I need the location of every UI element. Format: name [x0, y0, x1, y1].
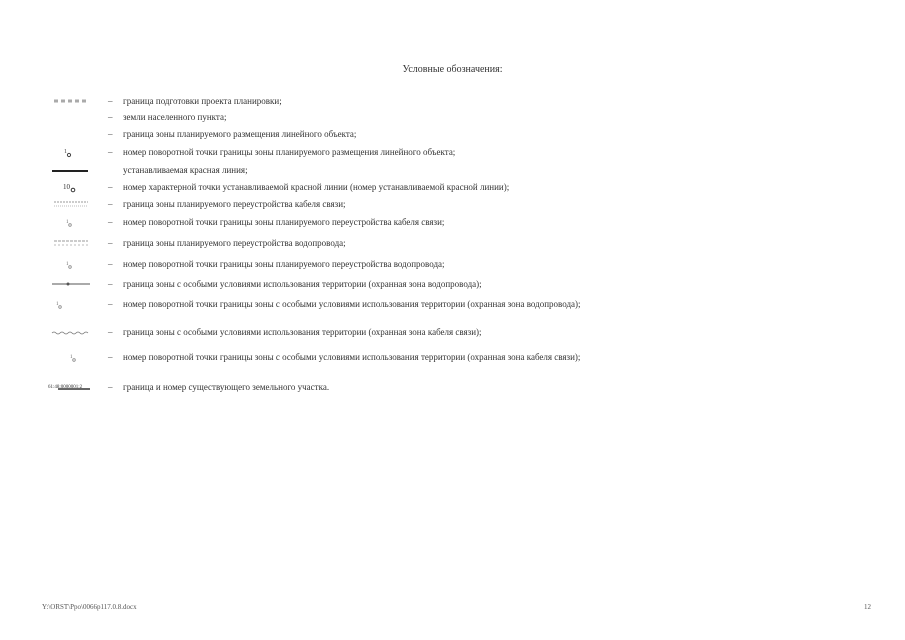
- symbol-label: 1: [70, 355, 73, 360]
- dotted-border-icon: [48, 94, 92, 108]
- blank-icon: [48, 127, 92, 141]
- symbol-label: 10: [63, 183, 70, 191]
- legend-text: граница и номер существующего земельного участка.: [123, 382, 330, 392]
- legend-dash: –: [108, 299, 113, 309]
- legend-text: земли населенного пункта;: [123, 112, 227, 122]
- symbol-label: 1: [56, 302, 59, 307]
- small-point-icon: [48, 350, 92, 364]
- symbol-label: 1: [64, 149, 67, 155]
- legend-text: граница зоны с особыми условиями использования территории (охранная зона водопровода);: [123, 279, 482, 289]
- legend-dash: –: [108, 182, 113, 192]
- turning-point-icon: [48, 145, 92, 159]
- cable-protection-line-icon: [48, 325, 92, 339]
- legend-dash: –: [108, 382, 113, 392]
- cable-zone-icon: [48, 197, 92, 211]
- legend-dash: –: [108, 279, 113, 289]
- blank-icon: [48, 110, 92, 124]
- red-line-point-icon: [48, 180, 92, 194]
- water-zone-icon: [48, 236, 92, 250]
- legend-title: Условные обозначения:: [402, 64, 503, 75]
- legend-text: граница зоны планируемого переустройства водопровода;: [123, 238, 346, 248]
- legend-text: номер поворотной точки границы зоны планируемого размещения линейного объекта;: [123, 147, 456, 157]
- legend-text: граница подготовки проекта планировки;: [123, 96, 282, 106]
- small-point-icon: [48, 297, 92, 311]
- red-line-icon: [48, 163, 92, 177]
- legend-text: граница зоны планируемого размещения линейного объекта;: [123, 129, 357, 139]
- symbol-label: 1: [66, 262, 69, 267]
- legend-text: граница зоны планируемого переустройства кабеля связи;: [123, 199, 346, 209]
- small-point-icon: [48, 257, 92, 271]
- page-number: 12: [864, 603, 871, 611]
- water-protection-line-icon: [48, 277, 92, 291]
- symbol-label: 61:48:0000001:2: [48, 385, 83, 390]
- legend-dash: –: [108, 238, 113, 248]
- legend-dash: –: [108, 96, 113, 106]
- legend-dash: –: [108, 147, 113, 157]
- legend-text: номер характерной точки устанавливаемой красной линии (номер устанавливаемой красной линии);: [123, 182, 510, 192]
- legend-dash: –: [108, 199, 113, 209]
- symbol-label: 1: [66, 220, 69, 225]
- legend-dash: –: [108, 352, 113, 362]
- legend-dash: –: [108, 112, 113, 122]
- file-path: Y:\ORST\Ppo\0066p117.0.8.docx: [42, 603, 137, 611]
- legend-text: номер поворотной точки границы зоны планируемого переустройства водопровода;: [123, 259, 445, 269]
- legend-dash: –: [108, 217, 113, 227]
- land-plot-icon: [48, 380, 92, 394]
- legend-text: номер поворотной точки границы зоны с особыми условиями использования территории (охранная зона кабеля связи);: [123, 352, 581, 362]
- legend-text: номер поворотной точки границы зоны планируемого переустройства кабеля связи;: [123, 217, 445, 227]
- legend-dash: –: [108, 129, 113, 139]
- legend-dash: –: [108, 327, 113, 337]
- legend-text: граница зоны с особыми условиями использования территории (охранная зона кабеля связи);: [123, 327, 482, 337]
- small-point-icon: [48, 215, 92, 229]
- legend-text: устанавливаемая красная линия;: [123, 165, 248, 175]
- legend-dash: –: [108, 259, 113, 269]
- legend-text: номер поворотной точки границы зоны с особыми условиями использования территории (охранная зона водопровода);: [123, 299, 581, 309]
